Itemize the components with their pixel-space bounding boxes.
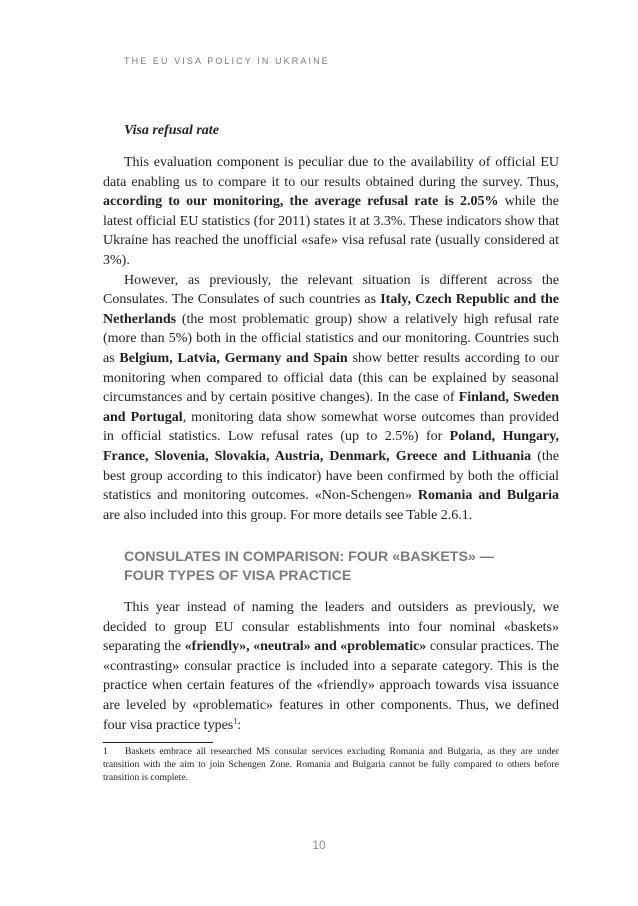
- section1-body: [103, 153, 559, 525]
- paragraph: [103, 598, 559, 735]
- text-run: (the best group according to this indicator) have been confirmed by both the official statistics and monitoring outcomes. «Non-Schengen»: [103, 448, 559, 504]
- text-run: This evaluation component is peculiar due to the availability of official EU data enabling us to compare it to our results obtained during the survey. Thus,: [103, 155, 559, 190]
- paragraph: [103, 271, 559, 526]
- text-run: are also included into this group. For more details see Table 2.6.1.: [103, 507, 473, 523]
- footnote-text: Baskets embrace all researched MS consular services excluding Romania and Bulgaria, as they are under transition with the aim to join Schengen Zone. Romania and Bulgaria cannot be fully compared to others before transition is complete.: [103, 746, 559, 784]
- section2-body: [103, 598, 559, 735]
- text-run: (the most problematic group) show a relatively high refusal rate (more than 5%) both in the official statistics and our monitoring. Countries such as: [103, 311, 559, 366]
- text-run: However, as previously, the relevant situation is different across the Consulates. The Consulates of such countries as: [103, 272, 559, 308]
- bold-run: Poland, Hungary, France, Slovenia, Slovakia, Austria, Denmark, Greece and Lithuania: [103, 429, 559, 464]
- text-run: while the latest official EU statistics (for 2011) states it at 3.3%. These indicators show that Ukraine has reached the unofficial «safe» visa refusal rate (usually considered at 3%).: [103, 194, 559, 268]
- footnote-number: 1: [103, 746, 108, 757]
- text-run: consular practices. The «contrasting» consular practice is included into a separate category. This is the practice when certain features of the «friendly» approach towards visa issuance are leveled by «problematic» features in other components. Thus, we defined four visa practice types: [103, 639, 560, 733]
- section-title: [124, 548, 554, 586]
- text-run: , monitoring data show somewhat worse outcomes than provided in official statistics. Low refusal rates (up to 2.5%) for: [103, 409, 559, 445]
- text-run: :: [237, 717, 242, 733]
- bold-run: «friendly», «neutral» and «problematic»: [184, 639, 427, 655]
- running-header: THE EU VISA POLICY IN UKRAINE: [124, 56, 330, 66]
- subheading-visa-refusal-rate: Visa refusal rate: [124, 123, 219, 138]
- bold-run: Belgium, Latvia, Germany and Spain: [119, 350, 348, 366]
- paragraph: [103, 153, 559, 271]
- section-title-line: CONSULATES IN COMPARISON: FOUR «BASKETS» —: [124, 549, 494, 565]
- footnote: [103, 745, 559, 785]
- section-title-line: FOUR TYPES OF VISA PRACTICE: [124, 568, 352, 584]
- bold-run: Romania and Bulgaria: [417, 488, 559, 504]
- bold-run: Italy, Czech Republic and the Netherlands: [103, 292, 559, 327]
- page-number: 10: [312, 838, 326, 852]
- bold-run: according to our monitoring, the average refusal rate is 2.05%: [103, 194, 499, 210]
- footnote-separator: [103, 742, 213, 743]
- footnote-reference: 1: [233, 715, 238, 725]
- bold-run: Finland, Sweden and Portugal: [103, 390, 559, 425]
- text-run: show better results according to our monitoring when compared to official data (this can be explained by seasonal circumstances and by certain positive changes). In the case of: [103, 350, 559, 406]
- text-run: This year instead of naming the leaders and outsiders as previously, we decided to group EU consular establishments into four nominal «baskets» separating the: [103, 600, 559, 655]
